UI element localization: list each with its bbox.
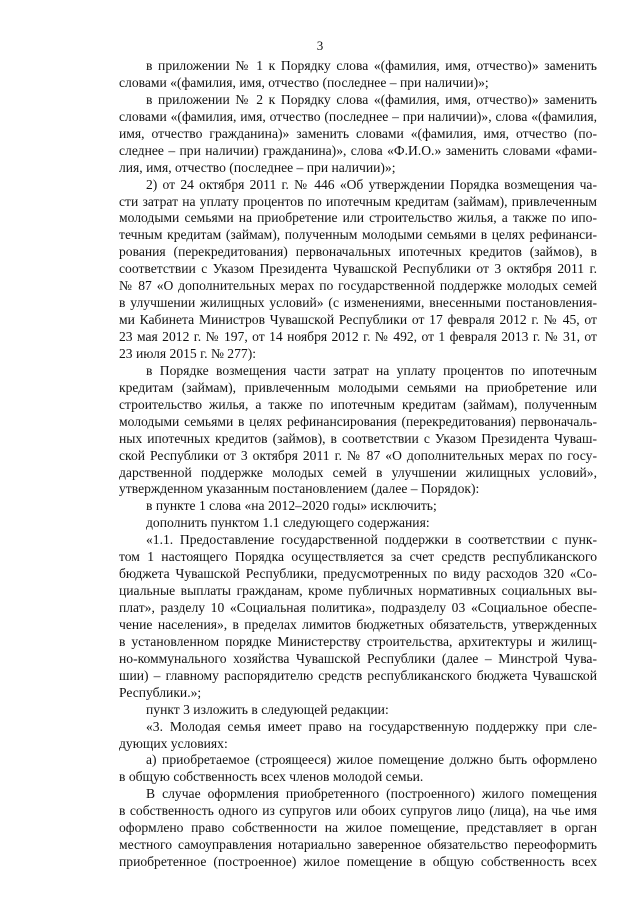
text-line: сти затрат на уплату процентов по ипотечным кредитам (займам), привлеченным (119, 193, 597, 209)
text-line: в установленном порядке Министерству строительства, архитектуры и жилищ- (119, 633, 597, 649)
text-line: том 1 настоящего Порядка осуществляется за счет средств республиканского (119, 549, 597, 565)
text-line: «1.1. Предоставление государственной поддержки в соответствии с пунк- (146, 532, 597, 548)
text-line: течным кредитам (займам), полученным молодыми семьями в целях рефинанси- (119, 227, 597, 243)
page-number: 3 (316, 38, 324, 53)
text-line: Республики.»; (119, 684, 202, 700)
text-line: утвержденном указанным постановлением (далее – Порядок): (119, 481, 480, 497)
text-line: плат», разделу 10 «Социальная политика», подразделу 03 «Социальное обеспе- (119, 600, 597, 615)
text-line: дополнить пунктом 1.1 следующего содержания: (146, 515, 430, 531)
text-line: 2) от 24 октября 2011 г. № 446 «Об утверждении Порядка возмещения ча- (146, 176, 597, 192)
text-line: лия, имя, отчество (последнее – при наличии)»; (119, 159, 396, 175)
text-line: ской Республики от 3 октября 2011 г. № 87 «О дополнительных мерах по госу- (119, 447, 597, 463)
text-line: бюджета Чувашской Республики, предусмотренных по виду расходов 320 «Со- (119, 566, 597, 582)
text-line: молодыми семьями в целях рефинансирования (перекредитования) первоначаль- (119, 413, 597, 429)
text-line: соответствии с Указом Президента Чувашской Республики от 3 октября 2011 г. (119, 261, 597, 277)
text-line: кредитам (займам), привлеченным молодыми семьями на приобретение или (119, 379, 597, 395)
text-line: в приложении № 1 к Порядку слова «(фамилия, имя, отчество)» заменить (146, 58, 597, 73)
text-line: а) приобретаемое (строящееся) жилое помещение должно быть оформлено (146, 752, 597, 768)
text-line: словами «(фамилия, имя, отчество (последнее – при наличии)»; (119, 74, 489, 90)
text-line: циальные выплаты гражданам, кроме публичных нормативных социальных вы- (119, 583, 597, 599)
text-line: 23 июля 2015 г. № 277): (119, 345, 257, 361)
text-line: «3. Молодая семья имеет право на государственную поддержку при сле- (146, 718, 597, 734)
text-line: пункт 3 изложить в следующей редакции: (146, 701, 389, 717)
text-line: дующих условиях: (119, 735, 228, 751)
text-line: В случае оформления приобретенного (построенного) жилого помещения (146, 786, 597, 802)
text-line: местного самоуправления нотариально заверенное обязательство переоформить (119, 837, 597, 853)
text-line: оформлено право собственности на жилое помещение, представляет в орган (119, 820, 597, 836)
text-line: чение населения», в пределах лимитов бюджетных обязательств, утвержденных (119, 616, 597, 632)
text-line: в приложении № 2 к Порядку слова «(фамилия, имя, отчество)» заменить (146, 91, 597, 107)
text-line: ных ипотечных кредитов (займов), в соответствии с Указом Президента Чуваш- (119, 430, 597, 446)
text-line: строительство жилья, а также по ипотечным кредитам (займам), полученным (119, 396, 597, 412)
text-line: в пункте 1 слова «на 2012–2020 годы» исключить; (146, 498, 437, 514)
text-line: ми Кабинета Министров Чувашской Республики от 17 февраля 2012 г. № 45, от (119, 312, 597, 328)
text-line: 23 мая 2012 г. № 197, от 14 ноября 2012 г. № 492, от 1 февраля 2013 г. № 31, от (119, 329, 597, 344)
text-line: в общую собственность всех членов молодой семьи. (119, 769, 424, 785)
document-body (119, 58, 597, 871)
text-line: в улучшении жилищных условий» (с изменениями, внесенными постановления- (119, 295, 597, 311)
text-line: словами «(фамилия, имя, отчество (последнее – при наличии)», слова «(фамилия, (119, 108, 597, 124)
text-line: рования (перекредитования) первоначальных ипотечных кредитов (займов), в (119, 244, 597, 260)
text-line: в собственность одного из супругов или обоих супругов лицо (лица), на чье имя (119, 803, 597, 819)
text-line: следнее – при наличии) гражданина)», слова «Ф.И.О.» заменить словами «фами- (119, 142, 597, 158)
text-line: в Порядке возмещения части затрат на уплату процентов по ипотечным (146, 362, 597, 378)
text-line: имя, отчество гражданина)» заменить словами «(фамилия, имя, отчество (по- (119, 125, 597, 141)
text-line: молодыми семьями на приобретение или строительство жилья, а также по ипо- (119, 210, 597, 226)
text-line: приобретенное (построенное) жилое помещение в общую собственность всех (119, 854, 597, 870)
text-line: шии) – главному распорядителю средств республиканского бюджета Чувашской (119, 667, 597, 683)
text-line: но-коммунального хозяйства Чувашской Республики (далее – Минстрой Чува- (119, 650, 597, 666)
text-line: № 87 «О дополнительных мерах по государственной поддержке молодых семей (119, 278, 597, 294)
text-line: дарственной поддержке молодых семей в улучшении жилищных условий», (119, 464, 597, 480)
